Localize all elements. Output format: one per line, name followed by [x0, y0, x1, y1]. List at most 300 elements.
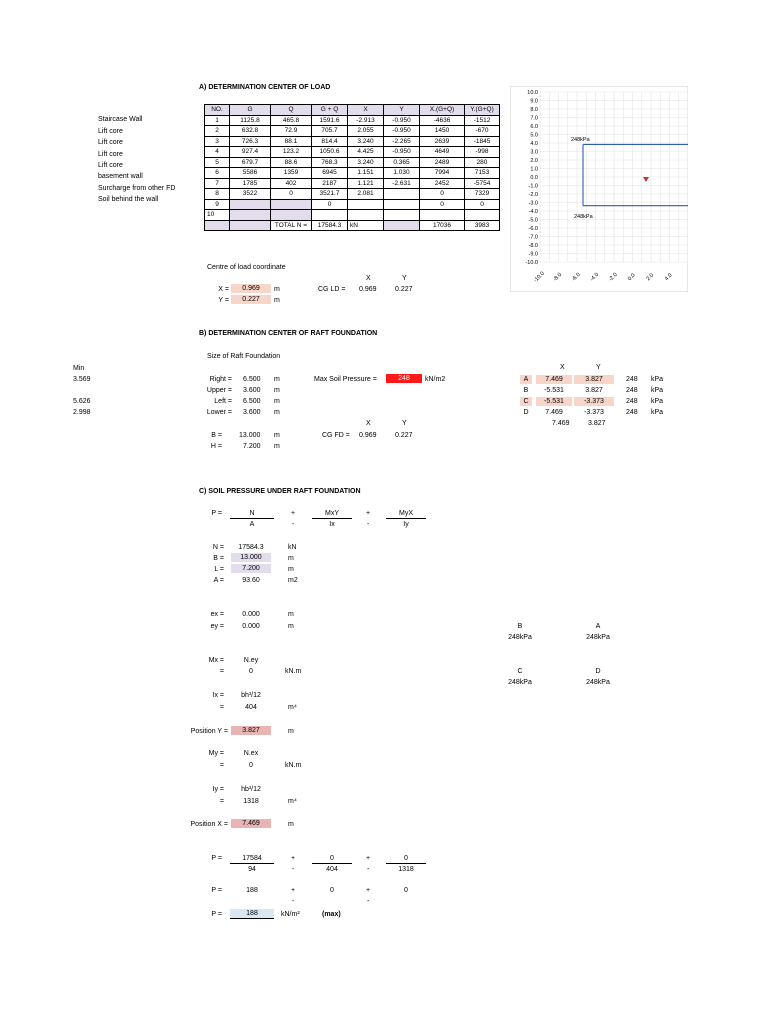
cg-ld-y: 0.227 [395, 286, 413, 293]
iy-unit: m⁴ [288, 798, 297, 805]
y-tick-label: 7.0 [530, 115, 538, 122]
my-value: 0 [249, 762, 253, 769]
table-cell: 7153 [465, 168, 500, 179]
section-b-subtitle: Size of Raft Foundation [207, 353, 281, 360]
my-expr: N.ex [243, 750, 259, 757]
my-eq: = [219, 762, 224, 769]
table-cell: -5754 [465, 178, 500, 189]
posy-label: Position Y = [190, 728, 228, 735]
corner-unit: kPa [651, 376, 664, 383]
n-unit: kN [288, 544, 297, 551]
calc1-plus: + [366, 855, 371, 862]
table-cell: 927.4 [230, 147, 271, 158]
table-cell: 465.8 [271, 115, 312, 126]
table-cell: 1.151 [348, 168, 384, 179]
formula-a: A [249, 521, 255, 528]
y-tick-label: 4.0 [530, 141, 538, 147]
b-value: 13.000 [239, 432, 261, 439]
x-tick-label: 4.0 [663, 272, 674, 283]
ey-unit: m [288, 623, 294, 630]
table-row [205, 178, 500, 189]
table-cell: -0.950 [384, 115, 420, 126]
corner-b-value: 248kPa [508, 634, 532, 641]
calc2-plus: + [366, 887, 371, 894]
table-row [205, 189, 500, 200]
table-cell: 4 [205, 147, 230, 158]
ix-eq: = [219, 704, 224, 711]
table-cell: 5 [205, 157, 230, 168]
chart-label-bottom: 248kPa [574, 214, 593, 220]
row-label: Lift core [98, 162, 123, 169]
header-cell: X [348, 105, 384, 116]
header-cell: NO. [205, 105, 230, 116]
corner-y: 3.827 [574, 375, 614, 384]
table-cell: -998 [465, 147, 500, 158]
p-label: P = [211, 510, 222, 517]
result-value: 188 [230, 909, 274, 919]
max-soil-unit: kN/m2 [425, 376, 446, 383]
table-cell: -1845 [465, 136, 500, 147]
table-cell: 5586 [230, 168, 271, 179]
table-cell: 7329 [465, 189, 500, 200]
calc1-minus: - [292, 866, 295, 873]
row-label: basement wall [98, 173, 143, 180]
table-cell [384, 210, 420, 221]
table-cell: 3 [205, 136, 230, 147]
result-note: (max) [322, 911, 341, 918]
section-c-title: C) SOIL PRESSURE UNDER RAFT FOUNDATION [199, 488, 361, 495]
my-label: My = [208, 750, 224, 757]
calc2-plus: + [291, 887, 296, 894]
corner-name: B [523, 387, 529, 394]
table-cell: 8 [205, 189, 230, 200]
table-cell: 72.9 [271, 126, 312, 137]
corner-d-value: 248kPa [586, 679, 610, 686]
y-tick-label: -1.0 [528, 183, 538, 190]
corner-c-name: C [517, 668, 523, 675]
table-cell: 280 [465, 157, 500, 168]
p-label: P = [211, 855, 222, 862]
ey-value: 0.000 [242, 623, 260, 630]
a-unit: m2 [288, 577, 298, 584]
b-unit: m [274, 432, 280, 439]
table-cell [384, 189, 420, 200]
min-value: 2.998 [73, 409, 91, 416]
ix-value: 404 [245, 704, 257, 711]
table-row [205, 147, 500, 158]
n-label: N = [212, 544, 224, 551]
section-a-title: A) DETERMINATION CENTER OF LOAD [199, 84, 331, 91]
row-label: Lift core [98, 151, 123, 158]
table-cell: 6 [205, 168, 230, 179]
iy-eq: = [219, 798, 224, 805]
cg-ld-label: CG LD = [318, 286, 346, 293]
ix-expr: bh³/12 [241, 692, 261, 699]
h-label: H = [210, 443, 222, 450]
calc1-n: 17584 [230, 854, 274, 864]
y-tick-label: -7.0 [528, 234, 538, 241]
dim-label: Upper = [206, 387, 232, 394]
dim-label: Right = [209, 376, 232, 383]
calc1-mxy: 0 [312, 854, 352, 864]
table-row [205, 210, 500, 221]
y-value: 0.227 [231, 295, 271, 304]
pressure-chart [510, 86, 688, 292]
calc1-a: 94 [248, 866, 256, 873]
y-tick-label: 6.0 [530, 124, 538, 130]
table-cell: 814.4 [312, 136, 348, 147]
table-cell: 1785 [230, 178, 271, 189]
table-cell: 1 [205, 115, 230, 126]
corner-y: -3.373 [584, 409, 604, 416]
table-cell: 2.055 [348, 126, 384, 137]
b-label: B = [211, 432, 222, 439]
h-unit: m [274, 443, 280, 450]
table-cell: -0.950 [384, 126, 420, 137]
corner-b-name: B [517, 623, 523, 630]
calc1-myx: 0 [386, 854, 426, 864]
table-cell [384, 199, 420, 210]
y-unit: m [274, 297, 280, 304]
y-tick-label: 8.0 [530, 107, 538, 113]
corner-head-y: Y [596, 364, 601, 371]
l-value: 7.200 [231, 564, 271, 573]
load-table [204, 104, 500, 231]
table-cell [271, 210, 312, 221]
x-tick-label: 2.0 [645, 272, 656, 283]
table-cell: 6945 [312, 168, 348, 179]
formula-myx: MyX [386, 509, 426, 519]
table-cell: 3.240 [348, 157, 384, 168]
dim-unit: m [274, 409, 280, 416]
a-label: A = [213, 577, 224, 584]
table-cell: 1050.6 [312, 147, 348, 158]
table-cell: 9 [205, 199, 230, 210]
calc1-minus: - [367, 866, 370, 873]
x-tick-label: -4.0 [589, 271, 601, 283]
table-cell [465, 210, 500, 221]
y-label: Y = [218, 297, 229, 304]
y-tick-label: 3.0 [530, 149, 538, 156]
corner-y: 3.827 [585, 387, 603, 394]
dim-value: 3.600 [243, 409, 261, 416]
posx-label: Position X = [190, 821, 228, 828]
my-unit: kN.m [285, 762, 302, 769]
corner-p: 248 [626, 409, 638, 416]
table-cell: 0.365 [384, 157, 420, 168]
corner-extra-x: 7.469 [552, 420, 570, 427]
calc1-iy: 1318 [398, 866, 414, 873]
x-tick-label: -10.0 [532, 270, 546, 284]
mx-value: 0 [249, 668, 253, 675]
y-tick-label: -2.0 [528, 192, 538, 198]
y-tick-label: 1.0 [530, 166, 538, 173]
ex-label: ex = [210, 611, 224, 618]
dim-label: Lower = [206, 409, 232, 416]
ey-label: ey = [210, 623, 224, 630]
table-cell: 726.3 [230, 136, 271, 147]
table-header-row [205, 105, 500, 116]
calc1-plus: + [291, 855, 296, 862]
table-cell [312, 210, 348, 221]
y-tick-label: -8.0 [528, 243, 538, 249]
y-tick-label: -10.0 [525, 260, 538, 266]
total-value: 17584.3 [312, 220, 348, 231]
header-cell: X.(G+Q) [420, 105, 465, 116]
cg-fd-x: 0.969 [359, 432, 377, 439]
l-label: L = [214, 566, 224, 573]
table-cell: 123.2 [271, 147, 312, 158]
corner-x: 7.469 [545, 409, 563, 416]
cg-ld-y-head: Y [402, 275, 407, 282]
table-cell: 10 [205, 210, 230, 221]
corner-unit: kPa [651, 387, 664, 394]
formula-iy: Iy [403, 521, 409, 528]
table-cell: 3521.7 [312, 189, 348, 200]
table-cell: -2.265 [384, 136, 420, 147]
p-label: P = [211, 887, 222, 894]
x-label: X = [218, 286, 229, 293]
header-cell: Y [384, 105, 420, 116]
header-cell: Y.(G+Q) [465, 105, 500, 116]
x-unit: m [274, 286, 280, 293]
x-tick-label: -8.0 [552, 271, 564, 283]
table-row [205, 168, 500, 179]
posx-value: 7.469 [231, 819, 271, 828]
table-cell: 0 [420, 199, 465, 210]
table-cell: 0 [271, 189, 312, 200]
section-b-title: B) DETERMINATION CENTER OF RAFT FOUNDATION [199, 330, 378, 337]
table-cell: 632.8 [230, 126, 271, 137]
y-tick-label: 0.0 [530, 175, 538, 181]
dim-label: Left = [214, 398, 232, 405]
y-tick-label: -6.0 [528, 226, 538, 232]
total-unit: kN [348, 220, 384, 231]
row-label: Lift core [98, 128, 123, 135]
p-label: P = [211, 911, 222, 918]
corner-d-name: D [595, 668, 601, 675]
table-cell [348, 210, 384, 221]
table-cell: 1.030 [384, 168, 420, 179]
chart-label-top: 248kPa [571, 137, 590, 143]
b-value: 13.000 [231, 553, 271, 562]
table-row [205, 157, 500, 168]
table-cell: 2489 [420, 157, 465, 168]
posx-unit: m [288, 821, 294, 828]
table-cell: -4636 [420, 115, 465, 126]
corner-p: 248 [626, 376, 638, 383]
header-cell: G + Q [312, 105, 348, 116]
centre-label: Centre of load coordinate [207, 264, 286, 271]
dim-value: 6.500 [243, 376, 261, 383]
table-row [205, 199, 500, 210]
table-row [205, 126, 500, 137]
total-xgq: 17036 [420, 220, 465, 231]
corner-name: A [520, 375, 532, 384]
b-unit: m [288, 555, 294, 562]
ix-unit: m⁴ [288, 704, 297, 711]
table-total-row [205, 220, 500, 231]
min-label: Min [73, 365, 85, 372]
corner-p: 248 [626, 398, 638, 405]
l-unit: m [288, 566, 294, 573]
y-tick-label: -5.0 [528, 217, 538, 224]
posy-value: 3.827 [231, 726, 271, 735]
table-cell: 3.240 [348, 136, 384, 147]
h-value: 7.200 [243, 443, 261, 450]
table-cell: 7 [205, 178, 230, 189]
result-unit: kN/m² [281, 911, 300, 918]
row-label: Surcharge from other FD [98, 185, 176, 192]
table-cell: 768.3 [312, 157, 348, 168]
row-label: Staircase Wall [98, 116, 143, 123]
table-cell: 2187 [312, 178, 348, 189]
max-soil-value: 248 [386, 374, 422, 383]
calc2-c: 0 [404, 887, 408, 894]
calc2-b: 0 [330, 887, 334, 894]
cg-ld-x-head: X [366, 275, 371, 282]
table-cell: 1591.6 [312, 115, 348, 126]
table-cell: 2452 [420, 178, 465, 189]
total-ygq: 3983 [465, 220, 500, 231]
table-cell: 1359 [271, 168, 312, 179]
table-row [205, 115, 500, 126]
dim-unit: m [274, 376, 280, 383]
calc1-ix: 404 [326, 866, 338, 873]
y-tick-label: 2.0 [530, 158, 538, 164]
ex-unit: m [288, 611, 294, 618]
n-value: 17584.3 [238, 544, 264, 551]
table-cell: -2.913 [348, 115, 384, 126]
table-cell: 2.081 [348, 189, 384, 200]
a-value: 93.60 [242, 577, 260, 584]
table-cell: 4649 [420, 147, 465, 158]
formula-plus: + [366, 510, 371, 517]
table-cell: 0 [312, 199, 348, 210]
header-cell: Q [271, 105, 312, 116]
min-value: 5.626 [73, 398, 91, 405]
b-label: B = [213, 555, 224, 562]
table-cell: -1512 [465, 115, 500, 126]
corner-x: -5.531 [544, 387, 564, 394]
table-cell: 1.121 [348, 178, 384, 189]
cg-fd-x-head: X [366, 420, 371, 427]
chart-grid [540, 92, 688, 262]
y-tick-label: -9.0 [528, 251, 538, 258]
table-cell: 88.6 [271, 157, 312, 168]
y-tick-label: 10.0 [527, 90, 538, 96]
ix-label: Ix = [212, 692, 224, 699]
y-tick-label: -3.0 [528, 200, 538, 207]
min-value: 3.569 [73, 376, 91, 383]
mx-eq: = [219, 668, 224, 675]
table-cell: 2 [205, 126, 230, 137]
dim-value: 6.500 [243, 398, 261, 405]
calc2-a: 188 [246, 887, 258, 894]
iy-expr: hb³/12 [241, 786, 261, 793]
mx-expr: N.ey [243, 657, 259, 664]
y-tick-label: -4.0 [528, 209, 538, 215]
table-cell: 88.1 [271, 136, 312, 147]
corner-unit: kPa [651, 409, 664, 416]
formula-minus: - [367, 521, 370, 528]
corner-p: 248 [626, 387, 638, 394]
iy-value: 1318 [243, 798, 259, 805]
max-soil-label: Max Soil Pressure = [314, 376, 377, 383]
table-cell: 679.7 [230, 157, 271, 168]
calc2-minus: - [367, 898, 370, 905]
y-tick-label: 5.0 [530, 132, 538, 139]
corner-a-value: 248kPa [586, 634, 610, 641]
table-cell [348, 199, 384, 210]
table-cell: 705.7 [312, 126, 348, 137]
mx-unit: kN.m [285, 668, 302, 675]
formula-mxy: MxY [312, 509, 352, 519]
corner-unit: kPa [651, 398, 664, 405]
x-tick-label: -2.0 [607, 271, 619, 283]
corner-x: 7.469 [536, 375, 572, 384]
ex-value: 0.000 [242, 611, 260, 618]
corner-name: D [523, 409, 529, 416]
table-cell: 3522 [230, 189, 271, 200]
table-cell: -2.631 [384, 178, 420, 189]
table-row [205, 136, 500, 147]
corner-y: -3.373 [574, 397, 614, 406]
corner-x: -5.531 [536, 397, 572, 406]
table-cell [230, 210, 271, 221]
cg-fd-label: CG FD = [322, 432, 350, 439]
corner-c-value: 248kPa [508, 679, 532, 686]
table-cell: 1450 [420, 126, 465, 137]
table-cell: 1125.8 [230, 115, 271, 126]
table-cell [420, 210, 465, 221]
corner-name: C [520, 397, 532, 406]
x-value: 0.969 [231, 284, 271, 293]
mx-label: Mx = [208, 657, 224, 664]
total-label: TOTAL N = [271, 220, 312, 231]
row-label: Soil behind the wall [98, 196, 159, 203]
table-cell: 402 [271, 178, 312, 189]
header-cell: G [230, 105, 271, 116]
x-tick-label: -6.0 [570, 271, 582, 283]
formula-n: N [230, 509, 274, 519]
table-cell: 0 [420, 189, 465, 200]
table-cell: 2639 [420, 136, 465, 147]
posy-unit: m [288, 728, 294, 735]
dim-unit: m [274, 398, 280, 405]
corner-head-x: X [560, 364, 565, 371]
row-label: Lift core [98, 139, 123, 146]
table-cell [230, 199, 271, 210]
table-cell: 0 [465, 199, 500, 210]
table-cell: -0.950 [384, 147, 420, 158]
corner-extra-y: 3.827 [588, 420, 606, 427]
formula-minus: - [292, 521, 295, 528]
dim-value: 3.600 [243, 387, 261, 394]
cg-fd-y-head: Y [402, 420, 407, 427]
y-tick-label: 9.0 [530, 98, 538, 105]
iy-label: Iy = [212, 786, 224, 793]
calc2-minus: - [292, 898, 295, 905]
table-cell [271, 199, 312, 210]
dim-unit: m [274, 387, 280, 394]
x-tick-label: 0.0 [626, 272, 637, 283]
cg-ld-x: 0.969 [359, 286, 377, 293]
formula-plus: + [291, 510, 296, 517]
table-cell: 4.425 [348, 147, 384, 158]
table-cell: -670 [465, 126, 500, 137]
cg-fd-y: 0.227 [395, 432, 413, 439]
